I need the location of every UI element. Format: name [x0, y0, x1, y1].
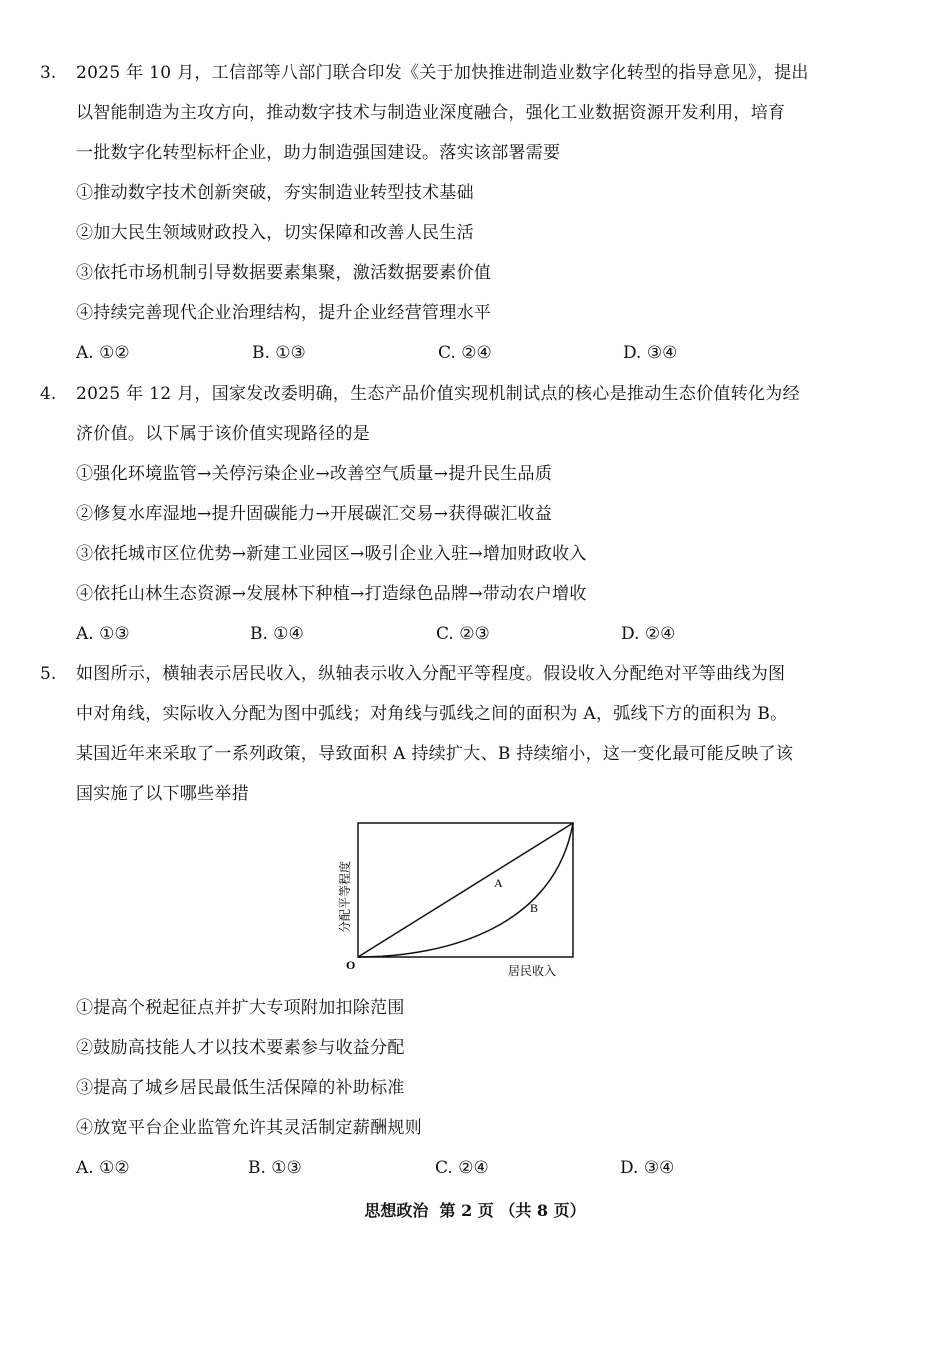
option-a: A. ①③	[76, 624, 130, 644]
lorenz-curve-svg	[330, 815, 600, 985]
question-stem-line: 一批数字化转型标杆企业，助力制造强国建设。落实该部署需要	[76, 143, 561, 163]
statement-item: ④放宽平台企业监管允许其灵活制定薪酬规则	[76, 1118, 422, 1138]
option-b: B. ①③	[248, 1158, 302, 1178]
lorenz-curve-figure	[330, 815, 600, 985]
statement-item: ④持续完善现代企业治理结构，提升企业经营管理水平	[76, 303, 492, 323]
statement-item: ③依托市场机制引导数据要素集聚，激活数据要素价值	[76, 263, 492, 283]
question-stem-line: 如图所示，横轴表示居民收入，纵轴表示收入分配平等程度。假设收入分配绝对平等曲线为图	[76, 664, 786, 684]
statement-item: ③提高了城乡居民最低生活保障的补助标准	[76, 1078, 405, 1098]
question-stem-line: 2025 年 12 月，国家发改委明确，生态产品价值实现机制试点的核心是推动生态价值转化为经	[76, 384, 800, 404]
question-stem-line: 以智能制造为主攻方向，推动数字技术与制造业深度融合，强化工业数据资源开发利用，培育	[76, 103, 786, 123]
option-b: B. ①④	[250, 624, 304, 644]
x-axis-label: 居民收入	[508, 964, 557, 978]
area-b-label: B	[530, 901, 539, 915]
page-footer: 思想政治 第 2 页 （共 8 页）	[364, 1201, 586, 1220]
option-c: C. ②③	[436, 624, 490, 644]
statement-item: ④依托山林生态资源→发展林下种植→打造绿色品牌→带动农户增收	[76, 584, 587, 604]
question-number: 4.	[40, 384, 57, 404]
option-a: A. ①②	[76, 1158, 130, 1178]
equality-diagonal	[358, 823, 573, 957]
y-axis-label: 分配平等程度	[338, 860, 352, 933]
statement-item: ③依托城市区位优势→新建工业园区→吸引企业入驻→增加财政收入	[76, 544, 587, 564]
statement-item: ①强化环境监管→关停污染企业→改善空气质量→提升民生品质	[76, 464, 553, 484]
option-d: D. ③④	[620, 1158, 675, 1178]
statement-item: ②加大民生领域财政投入，切实保障和改善人民生活	[76, 223, 474, 243]
statement-item: ②鼓励高技能人才以技术要素参与收益分配	[76, 1038, 405, 1058]
question-stem-line: 2025 年 10 月，工信部等八部门联合印发《关于加快推进制造业数字化转型的指导意见》，提出	[76, 63, 809, 83]
question-stem-line: 某国近年来采取了一系列政策，导致面积 A 持续扩大、B 持续缩小，这一变化最可能反映了该	[76, 744, 794, 764]
question-stem-line: 济价值。以下属于该价值实现路径的是	[76, 424, 371, 444]
origin-label: O	[346, 958, 356, 972]
option-c: C. ②④	[435, 1158, 489, 1178]
question-stem-line: 中对角线，实际收入分配为图中弧线；对角线与弧线之间的面积为 A，弧线下方的面积为 B。	[76, 704, 788, 724]
option-d: D. ②④	[621, 624, 676, 644]
question-number: 3.	[40, 63, 57, 83]
statement-item: ①推动数字技术创新突破，夯实制造业转型技术基础	[76, 183, 474, 203]
question-stem-line: 国实施了以下哪些举措	[76, 784, 249, 804]
option-d: D. ③④	[623, 343, 678, 363]
statement-item: ②修复水库湿地→提升固碳能力→开展碳汇交易→获得碳汇收益	[76, 504, 553, 524]
statement-item: ①提高个税起征点并扩大专项附加扣除范围	[76, 998, 405, 1018]
option-b: B. ①③	[252, 343, 306, 363]
option-a: A. ①②	[76, 343, 130, 363]
area-a-label: A	[494, 876, 503, 890]
question-number: 5.	[40, 664, 57, 684]
option-c: C. ②④	[438, 343, 492, 363]
